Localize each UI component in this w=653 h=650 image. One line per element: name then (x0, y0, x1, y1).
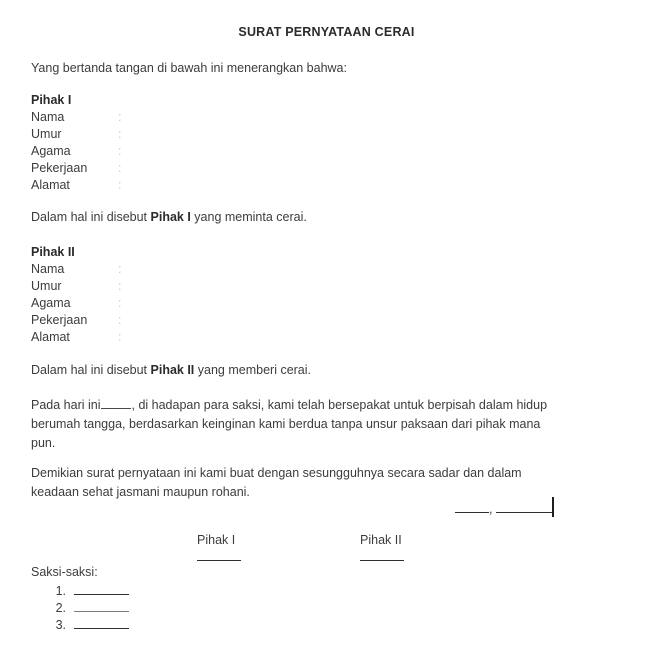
designation-suffix: yang memberi cerai. (194, 363, 312, 377)
field-row (31, 312, 361, 329)
field-row (31, 295, 361, 312)
paragraph-one-after-blank: , di hadapan para saksi, kami telah bersepakat untuk berpisah dalam hidup berumah tangga, berdasarkan keinginan kami berdua tanpa unsur paksaan dari pihak mana pun. (31, 398, 548, 450)
designation-emphasis: Pihak II (150, 363, 195, 377)
field-colon: : (118, 279, 122, 293)
party-one-heading: Pihak I (31, 93, 72, 107)
party-one-block (31, 93, 361, 194)
intro-text: Yang bertanda tangan di bawah ini menerangkan bahwa: (31, 61, 347, 75)
field-colon: : (118, 110, 122, 124)
signature-block-party-two (360, 533, 404, 561)
field-colon: : (118, 313, 122, 327)
witness-title: Saksi-saksi: (31, 565, 98, 579)
agreement-paragraph (31, 396, 558, 453)
field-row (31, 143, 361, 160)
field-colon: : (118, 127, 122, 141)
field-colon: : (118, 144, 122, 158)
field-colon: : (118, 330, 122, 344)
witness-line-3[interactable] (74, 617, 129, 629)
signature-block-party-one (197, 533, 241, 561)
date-blank-inline[interactable] (101, 396, 131, 409)
field-row (31, 329, 361, 346)
field-label-umur: Umur (31, 279, 62, 293)
party-two-designation (31, 363, 551, 377)
field-label-nama: Nama (31, 262, 65, 276)
place-date-separator: , (489, 502, 496, 516)
field-label-alamat: Alamat (31, 178, 70, 192)
field-label-agama: Agama (31, 296, 71, 310)
party-two-heading: Pihak II (31, 245, 75, 259)
field-row (31, 261, 361, 278)
witness-number-2: 2. (55, 601, 66, 615)
field-label-pekerjaan: Pekerjaan (31, 313, 88, 327)
place-date-line (455, 497, 554, 516)
field-colon: : (118, 178, 122, 192)
field-label-alamat: Alamat (31, 330, 70, 344)
field-label-nama: Nama (31, 110, 65, 124)
field-label-agama: Agama (31, 144, 71, 158)
closing-paragraph: Demikian surat pernyataan ini kami buat dengan sesungguhnya secara sadar dan dalam keadaan sehat jasmani maupun rohani. (31, 466, 522, 499)
party-one-designation (31, 210, 551, 224)
designation-prefix: Dalam hal ini disebut (31, 363, 151, 377)
field-colon: : (118, 262, 122, 276)
witness-block (31, 565, 129, 634)
witness-number-1: 1. (55, 584, 66, 598)
field-label-pekerjaan: Pekerjaan (31, 161, 88, 175)
signature-label-party-two: Pihak II (360, 533, 402, 547)
designation-prefix: Dalam hal ini disebut (31, 210, 151, 224)
place-blank[interactable] (455, 501, 489, 513)
signature-line-party-two[interactable] (360, 560, 404, 561)
field-row (31, 126, 361, 143)
field-colon: : (118, 161, 122, 175)
signature-label-party-one: Pihak I (197, 533, 236, 547)
witness-number-3: 3. (55, 618, 66, 632)
designation-suffix: yang meminta cerai. (190, 210, 307, 224)
party-two-block (31, 245, 361, 346)
field-row (31, 278, 361, 295)
witness-line-1[interactable] (74, 583, 129, 595)
list-item (31, 600, 129, 617)
text-caret (552, 497, 554, 517)
date-blank[interactable] (496, 501, 552, 513)
designation-emphasis: Pihak I (150, 210, 191, 224)
signature-line-party-one[interactable] (197, 560, 241, 561)
list-item (31, 617, 129, 634)
field-row (31, 160, 361, 177)
field-row (31, 109, 361, 126)
field-label-umur: Umur (31, 127, 62, 141)
list-item (31, 583, 129, 600)
paragraph-one-before-blank: Pada hari ini (31, 398, 101, 412)
field-row (31, 177, 361, 194)
witness-line-2[interactable] (74, 600, 129, 612)
page-title: SURAT PERNYATAAN CERAI (238, 25, 415, 39)
field-colon: : (118, 296, 122, 310)
